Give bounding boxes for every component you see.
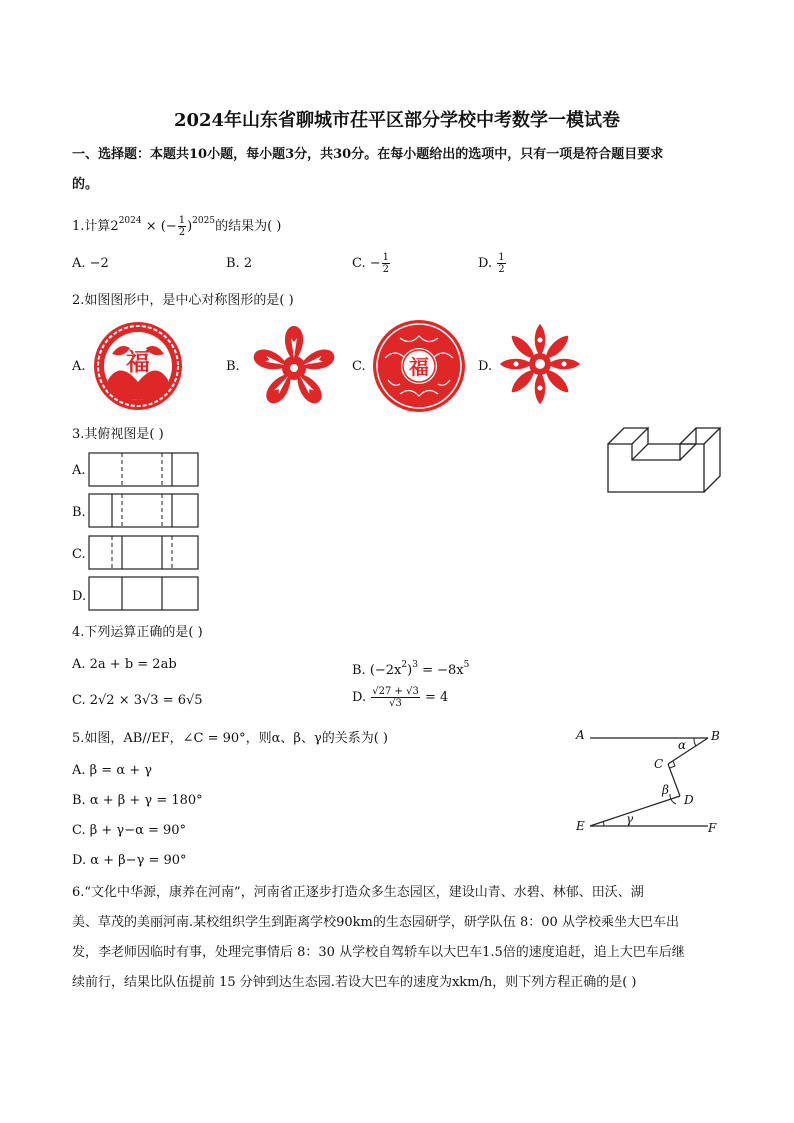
question-2-label-a: A.: [72, 359, 86, 374]
top-view-option-d: [88, 576, 200, 612]
question-2-stem: 2.如图图形中，是中心对称图形的是( ): [72, 293, 294, 308]
question-6-line-2: 美、草茂的美丽河南.某校组织学生到距离学校90km的生态园研学，研学队伍 8：00 从学校乘坐大巴车出: [72, 915, 679, 930]
question-5-option-a: A. β = α + γ: [72, 763, 153, 778]
question-5-option-c: C. β + γ−α = 90°: [72, 823, 187, 838]
question-3-stem: 3.其俯视图是( ): [72, 427, 164, 442]
label-point-c: C: [654, 757, 664, 771]
question-1-option-a: A. −2: [72, 256, 109, 271]
question-5-option-d: D. α + β−γ = 90°: [72, 853, 187, 868]
label-gamma: γ: [626, 812, 634, 826]
svg-text:福: 福: [126, 347, 150, 376]
top-view-option-b: [88, 493, 200, 529]
question-4-option-a: A. 2a + b = 2ab: [72, 657, 177, 672]
question-5-option-b: B. α + β + γ = 180°: [72, 793, 203, 808]
question-1-option-b: B. 2: [226, 256, 253, 271]
svg-text:福: 福: [409, 355, 429, 379]
papercut-image-b: [246, 322, 342, 410]
question-6-line-3: 发，李老师因临时有事，处理完事情后 8：30 从学校自驾轿车以大巴车1.5倍的速度追赶，追上大巴车后继: [72, 945, 685, 960]
question-3-label-b: B.: [72, 505, 86, 520]
question-3-label-d: D.: [72, 589, 87, 604]
question-1-option-d: D. $\frac{1}{2}$: [478, 252, 505, 275]
question-4-option-b: B. $(-2x^2)^3 = -8x^5$: [352, 660, 470, 678]
section-heading: 一、选择题：本题共10小题，每小题3分，共30分。在每小题给出的选项中，只有一项是符合题目要求: [72, 147, 664, 162]
question-1-option-c: C. − $\frac{1}{2}$: [352, 252, 390, 275]
question-1-stem: 1.计算$2^{2024}$ × (− $\frac{1}{2}$ )$^{2025}$的结果为( ): [72, 215, 282, 238]
question-6-line-4: 续前行，结果比队伍提前 15 分钟到达生态园.若设大巴车的速度为xkm/h，则下列方程正确的是( ): [72, 975, 637, 990]
label-point-b: B: [711, 729, 720, 743]
label-point-e: E: [576, 819, 585, 833]
question-2-label-c: C.: [352, 359, 366, 374]
question-5-stem: 5.如图，AB//EF，∠C = 90°，则α、β、γ的关系为( ): [72, 731, 388, 746]
question-4-option-d: D. $\frac{√27 + √3}{√3}$ = 4: [352, 686, 449, 709]
question-4-option-c: C. 2√2 × 3√3 = 6√5: [72, 693, 203, 708]
papercut-image-c: [370, 318, 468, 414]
label-point-d: D: [684, 793, 694, 807]
question-4-stem: 4.下列运算正确的是( ): [72, 625, 203, 640]
top-view-option-c: [88, 535, 200, 571]
parallel-lines-figure: [570, 722, 730, 838]
papercut-image-d: [496, 320, 584, 408]
question-3-label-c: C.: [72, 547, 86, 562]
label-beta: β: [662, 783, 669, 797]
solid-figure: [604, 422, 724, 498]
question-6-line-1: 6.“文化中华源，康养在河南”，河南省正逐步打造众多生态园区，建设山青、水碧、林郁、田沃、湖: [72, 885, 644, 900]
page-title: 2024年山东省聊城市茌平区部分学校中考数学一模试卷: [173, 110, 621, 131]
fraction: $\frac{1}{2}$: [178, 215, 186, 238]
question-2-label-b: B.: [226, 359, 240, 374]
question-3-label-a: A.: [72, 463, 86, 478]
label-point-a: A: [576, 728, 585, 742]
section-heading-cont: 的。: [72, 177, 99, 192]
papercut-image-a: [90, 320, 186, 412]
question-2-label-d: D.: [478, 359, 493, 374]
top-view-option-a: [88, 452, 200, 488]
label-alpha: α: [678, 738, 687, 752]
label-point-f: F: [708, 821, 717, 835]
